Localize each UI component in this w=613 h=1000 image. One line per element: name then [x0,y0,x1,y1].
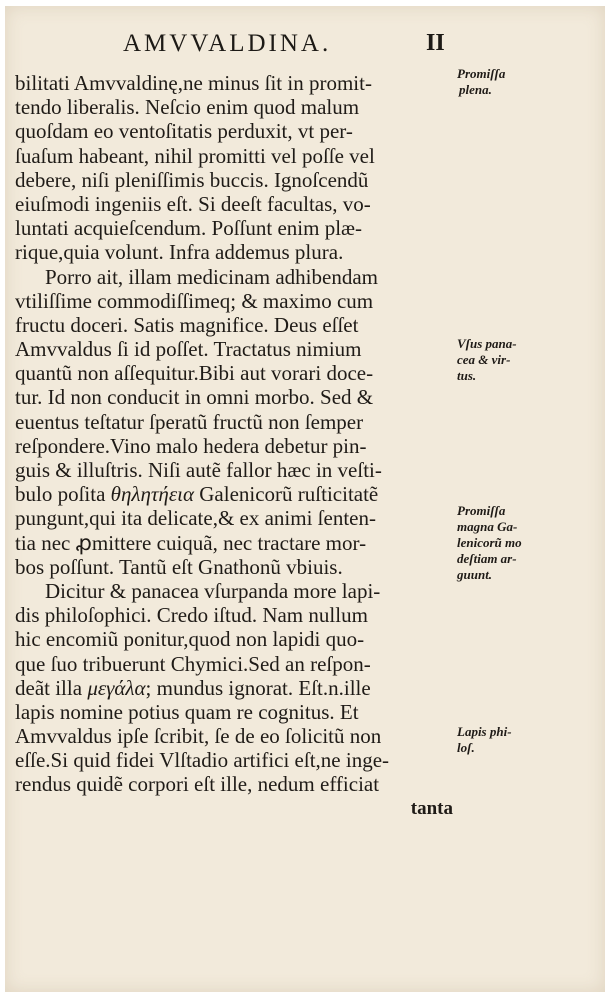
text-line: vtiliſſime commodiſſimeq; & maximo cum [15,288,374,313]
marginal-note [457,724,607,756]
text-line: rique,quia volunt. Infra addemus plura. [15,240,344,265]
text-line: quantũ non aſſequitur.Bibi aut vorari doce- [15,361,374,386]
text-line [15,482,455,506]
text-line: bos poſſunt. Tantũ eſt Gnathonũ vbiuis. [15,554,343,579]
text-line: Porro ait, illam medicinam adhibendam [45,264,378,289]
text-line: debere, niſi pleniſſimis buccis. Ignoſcendũ [15,167,369,192]
note-line: deſtiam ar- [457,551,517,566]
text-line: tia nec ꝓmittere cuiquã, nec tractare mor- [15,530,367,555]
text-line: euentus teſtatur ſperatũ fructũ non ſemper [15,409,364,434]
running-title: AMVVALDINA. [123,30,332,57]
page-header [5,30,605,66]
note-line: guunt. [457,567,493,582]
book-page [5,6,605,992]
text-line: Amvvaldus ipſe ſcribit, ſe de eo ſolicitũ non [15,724,382,749]
text-line: eiuſmodi ingeniis eſt. Si deeſt facultas, vo- [15,191,371,216]
text-line: hic encomiũ ponitur,quod non lapidi quo- [15,627,365,652]
text-line: ſuaſum habeant, nihil promitti vel poſſe vel [15,143,375,168]
text-segment: bulo poſita [15,482,106,507]
text-segment: deãt illa [15,675,83,700]
note-line: Promiſſa [457,66,506,81]
page-number: II [426,30,445,56]
note-line: lenicorũ mo [457,535,522,550]
text-line: que ſuo tribuerunt Chymici.Sed an reſpon- [15,651,371,676]
note-line: tus. [457,368,477,383]
text-line: rendus quidẽ corpori eſt ille, nedum efficiat [15,772,380,797]
text-line: pungunt,qui ita delicate,& ex animi ſenten- [15,506,376,531]
text-line: guis & illuſtris. Niſi autẽ fallor hæc in veſti- [15,458,382,482]
marginal-note [457,66,607,98]
text-line [15,676,455,700]
text-segment: Galenicorũ ruſticitatẽ [194,482,379,507]
text-line: Dicitur & panacea vſurpanda more lapi- [45,578,381,603]
text-line: tendo liberalis. Neſcio enim quod malum [15,95,360,120]
catchword: tanta [410,797,453,819]
greek-word: μεγάλα [87,675,146,700]
text-line: quoſdam eo ventoſitatis perduxit, vt per- [15,119,353,144]
text-line: fructu doceri. Satis magnifice. Deus eſſet [15,312,359,337]
greek-word: θηλητήεια [110,482,194,507]
text-line: eſſe.Si quid fidei Vlſtadio artifici eſt,ne inge- [15,748,390,773]
note-line: Vſus pana- [457,336,517,351]
note-line: Promiſſa [457,503,506,518]
text-line: bilitati Amvvaldinę,ne minus ſit in promit- [15,71,372,95]
note-line: plena. [459,82,492,97]
marginal-note [457,503,607,583]
note-line: Lapis phi- [457,724,512,739]
text-line: lapis nomine potius quam re cognitus. Et [15,699,359,724]
text-line: dis philoſophici. Credo iſtud. Nam nullum [15,603,368,628]
main-text-block [15,71,455,821]
note-line: loſ. [457,740,475,755]
note-line: magna Ga- [457,519,518,534]
text-segment: ; mundus ignorat. Eſt.n.ille [145,675,371,700]
text-line: Amvvaldus ſi id poſſet. Tractatus nimium [15,337,362,362]
text-line: luntati acquieſcendum. Poſſunt enim plæ- [15,216,363,241]
note-line: cea & vir- [457,352,511,367]
text-line: reſpondere.Vino malo hedera debetur pin- [15,433,367,458]
marginal-note [457,336,607,384]
text-line: tur. Id non conducit in omni morbo. Sed & [15,385,374,410]
